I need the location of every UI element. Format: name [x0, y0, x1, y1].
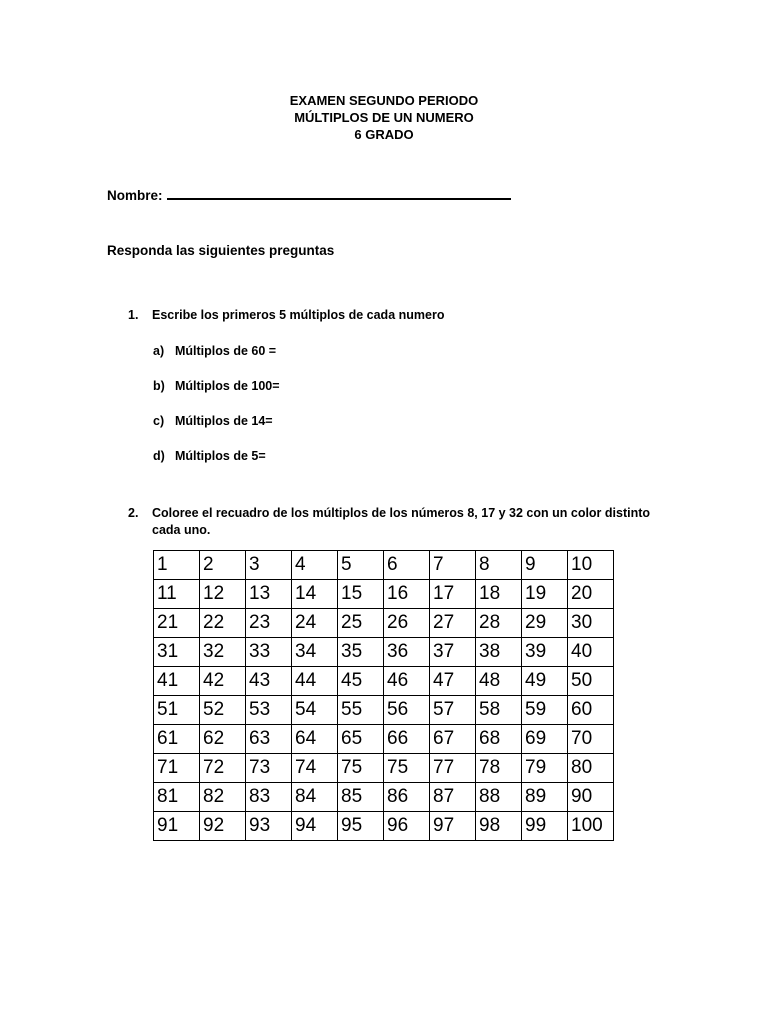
grid-cell[interactable]: 94 — [292, 812, 338, 841]
grid-cell[interactable]: 30 — [568, 609, 614, 638]
grid-cell[interactable]: 38 — [476, 638, 522, 667]
grid-cell[interactable]: 4 — [292, 551, 338, 580]
grid-cell[interactable]: 39 — [522, 638, 568, 667]
grid-row — [154, 812, 614, 841]
grid-cell[interactable]: 19 — [522, 580, 568, 609]
grid-cell[interactable]: 5 — [338, 551, 384, 580]
grid-cell[interactable]: 52 — [200, 696, 246, 725]
question-2-number: 2. — [128, 506, 139, 520]
grid-cell[interactable]: 57 — [430, 696, 476, 725]
grid-cell[interactable]: 44 — [292, 667, 338, 696]
item-letter: a) — [153, 344, 165, 358]
instructions: Responda las siguientes preguntas — [107, 243, 335, 258]
grid-cell[interactable]: 33 — [246, 638, 292, 667]
grid-cell[interactable]: 96 — [384, 812, 430, 841]
exam-header — [0, 92, 768, 143]
grid-cell[interactable]: 60 — [568, 696, 614, 725]
grid-cell[interactable]: 46 — [384, 667, 430, 696]
item-letter: c) — [153, 414, 165, 428]
grid-cell[interactable]: 2 — [200, 551, 246, 580]
grid-cell[interactable]: 3 — [246, 551, 292, 580]
grid-cell[interactable]: 81 — [154, 783, 200, 812]
grid-cell[interactable]: 28 — [476, 609, 522, 638]
grid-cell[interactable]: 84 — [292, 783, 338, 812]
grid-cell[interactable]: 6 — [384, 551, 430, 580]
grid-cell[interactable]: 22 — [200, 609, 246, 638]
grid-cell[interactable]: 65 — [338, 725, 384, 754]
question-1-item-a — [153, 344, 276, 358]
grid-cell[interactable]: 95 — [338, 812, 384, 841]
grid-cell[interactable]: 24 — [292, 609, 338, 638]
grid-cell[interactable]: 56 — [384, 696, 430, 725]
grid-cell[interactable]: 72 — [200, 754, 246, 783]
grid-cell[interactable]: 74 — [292, 754, 338, 783]
grid-cell[interactable]: 9 — [522, 551, 568, 580]
grid-cell[interactable]: 41 — [154, 667, 200, 696]
grid-cell[interactable]: 58 — [476, 696, 522, 725]
grid-cell[interactable]: 32 — [200, 638, 246, 667]
grid-cell[interactable]: 91 — [154, 812, 200, 841]
grid-cell[interactable]: 36 — [384, 638, 430, 667]
grid-cell[interactable]: 26 — [384, 609, 430, 638]
grid-cell[interactable]: 63 — [246, 725, 292, 754]
grid-cell[interactable]: 98 — [476, 812, 522, 841]
grid-cell[interactable]: 12 — [200, 580, 246, 609]
exam-grade: 6 GRADO — [354, 127, 414, 142]
grid-cell[interactable]: 45 — [338, 667, 384, 696]
question-1-item-d — [153, 449, 266, 463]
grid-cell[interactable]: 7 — [430, 551, 476, 580]
grid-cell[interactable]: 1 — [154, 551, 200, 580]
grid-cell[interactable]: 93 — [246, 812, 292, 841]
grid-cell[interactable]: 85 — [338, 783, 384, 812]
grid-cell[interactable]: 47 — [430, 667, 476, 696]
grid-row — [154, 580, 614, 609]
name-blank-line[interactable] — [167, 184, 511, 200]
grid-cell[interactable]: 69 — [522, 725, 568, 754]
grid-cell[interactable]: 10 — [568, 551, 614, 580]
grid-cell[interactable]: 79 — [522, 754, 568, 783]
grid-cell[interactable]: 75 — [338, 754, 384, 783]
grid-row — [154, 696, 614, 725]
grid-cell[interactable]: 55 — [338, 696, 384, 725]
grid-row — [154, 609, 614, 638]
grid-cell[interactable]: 14 — [292, 580, 338, 609]
item-text: Múltiplos de 60 = — [175, 344, 277, 358]
grid-cell[interactable]: 75 — [384, 754, 430, 783]
grid-cell[interactable]: 11 — [154, 580, 200, 609]
grid-cell[interactable]: 27 — [430, 609, 476, 638]
item-letter: d) — [153, 449, 165, 463]
grid-cell[interactable]: 37 — [430, 638, 476, 667]
grid-row — [154, 638, 614, 667]
grid-row — [154, 783, 614, 812]
grid-cell[interactable]: 97 — [430, 812, 476, 841]
grid-cell[interactable]: 82 — [200, 783, 246, 812]
grid-cell[interactable]: 18 — [476, 580, 522, 609]
grid-cell[interactable]: 59 — [522, 696, 568, 725]
grid-cell[interactable]: 16 — [384, 580, 430, 609]
grid-cell[interactable]: 35 — [338, 638, 384, 667]
exam-subject: MÚLTIPLOS DE UN NUMERO — [294, 110, 474, 125]
grid-cell[interactable]: 34 — [292, 638, 338, 667]
grid-cell[interactable]: 50 — [568, 667, 614, 696]
name-label: Nombre: — [107, 188, 163, 203]
grid-row — [154, 725, 614, 754]
grid-cell[interactable]: 13 — [246, 580, 292, 609]
name-field — [107, 184, 511, 203]
grid-cell[interactable]: 92 — [200, 812, 246, 841]
grid-cell[interactable]: 77 — [430, 754, 476, 783]
grid-cell[interactable]: 80 — [568, 754, 614, 783]
grid-cell[interactable]: 8 — [476, 551, 522, 580]
grid-cell[interactable]: 61 — [154, 725, 200, 754]
grid-cell[interactable]: 100 — [568, 812, 614, 841]
grid-cell[interactable]: 68 — [476, 725, 522, 754]
exam-title: EXAMEN SEGUNDO PERIODO — [289, 93, 479, 108]
grid-cell[interactable]: 20 — [568, 580, 614, 609]
item-text: Múltiplos de 14= — [175, 414, 273, 428]
question-2 — [128, 505, 688, 539]
item-text: Múltiplos de 5= — [175, 449, 266, 463]
grid-cell[interactable]: 88 — [476, 783, 522, 812]
grid-cell[interactable]: 25 — [338, 609, 384, 638]
grid-cell[interactable]: 66 — [384, 725, 430, 754]
grid-cell[interactable]: 78 — [476, 754, 522, 783]
grid-cell[interactable]: 62 — [200, 725, 246, 754]
grid-cell[interactable]: 99 — [522, 812, 568, 841]
grid-cell[interactable]: 90 — [568, 783, 614, 812]
grid-cell[interactable]: 48 — [476, 667, 522, 696]
grid-cell[interactable]: 67 — [430, 725, 476, 754]
grid-cell[interactable]: 86 — [384, 783, 430, 812]
grid-cell[interactable]: 21 — [154, 609, 200, 638]
grid-row — [154, 551, 614, 580]
grid-cell[interactable]: 73 — [246, 754, 292, 783]
grid-cell[interactable]: 54 — [292, 696, 338, 725]
grid-cell[interactable]: 87 — [430, 783, 476, 812]
question-1-text: Escribe los primeros 5 múltiplos de cada numero — [152, 308, 445, 322]
question-1 — [128, 308, 444, 322]
grid-cell[interactable]: 70 — [568, 725, 614, 754]
grid-cell[interactable]: 89 — [522, 783, 568, 812]
grid-cell[interactable]: 42 — [200, 667, 246, 696]
grid-cell[interactable]: 15 — [338, 580, 384, 609]
grid-cell[interactable]: 83 — [246, 783, 292, 812]
grid-row — [154, 754, 614, 783]
grid-cell[interactable]: 64 — [292, 725, 338, 754]
grid-cell[interactable]: 49 — [522, 667, 568, 696]
grid-cell[interactable]: 43 — [246, 667, 292, 696]
item-letter: b) — [153, 379, 165, 393]
grid-cell[interactable]: 31 — [154, 638, 200, 667]
grid-cell[interactable]: 29 — [522, 609, 568, 638]
grid-cell[interactable]: 17 — [430, 580, 476, 609]
item-text: Múltiplos de 100= — [175, 379, 280, 393]
grid-cell[interactable]: 53 — [246, 696, 292, 725]
question-1-item-b — [153, 379, 280, 393]
question-2-text: Coloree el recuadro de los múltiplos de los números 8, 17 y 32 con un color distinto cada uno. — [152, 506, 651, 537]
grid-cell[interactable]: 51 — [154, 696, 200, 725]
grid-row — [154, 667, 614, 696]
grid-cell[interactable]: 71 — [154, 754, 200, 783]
grid-cell[interactable]: 23 — [246, 609, 292, 638]
grid-cell[interactable]: 40 — [568, 638, 614, 667]
number-grid — [153, 550, 614, 841]
question-1-number: 1. — [128, 308, 139, 322]
question-1-item-c — [153, 414, 273, 428]
